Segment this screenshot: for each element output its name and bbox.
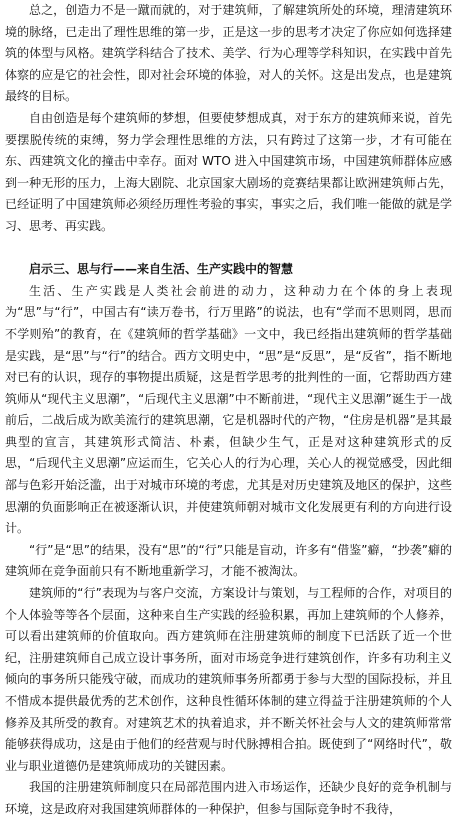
- blank-line: [5, 238, 452, 260]
- paragraph-action: “行”是“思”的结果，没有“思”的“行”只能是盲动，许多有“借鉴”癖，“抄袭”癖的建筑师在竞争面前只有不断地重新学习，才能不被淘汰。: [5, 542, 452, 579]
- section-heading: 启示三、思与行——来自生活、生产实践中的智慧: [29, 262, 294, 277]
- paragraph-practice: 生活、生产实践是人类社会前进的动力，这种动力在个体的身上表现为“思”与“行”，中国古有“读万卷书，行万里路”的说法，也有“学而不思则罔，思而不学则殆”的教育，在《建筑师的哲学基础》一文中，我已经指出建筑师的哲学基础是实践，是“思”与“行”的结合。西方文明史中，“思”是“反思”，是“反省”，指不断地对已有的认识，现存的事物提出质疑，这是哲学思考的批判性的一面，它帮助西方建筑师从“现代主义思潮”，“后现代主义思潮”中不断前进，“现代主义思潮”诞生于一战前后，二战后成为欧美流行的建筑思潮，它是机器时代的产物，“住房是机器”是其最典型的宣言，其建筑形式简洁、朴素，但缺少生气，正是对这种建筑形式的反思，“后现代主义思潮”应运而生，它关心人的行为心理，关心人的视觉感受，因此细部与色彩开始泛滥，出于对城市环境的考虑，尤其是对历史建筑及地区的保护，这些思潮的负面影响正在被逐渐认识，并使建筑师朝对城市文化发展更有利的方向进行设计。: [5, 283, 452, 536]
- paragraph-free-creation: 自由创造是每个建筑师的梦想，但要使梦想成真，对于东方的建筑师来说，首先要摆脱传统的束缚，努力学会理性思维的方法，只有跨过了这第一步，才有可能在东、西建筑文化的撞击中幸存。面对 WTO 进入中国建筑市场，中国建筑师群体应感到一种无形的压力，上海大剧院、北京国家大剧场的竞赛结果都让欧洲建筑师占先，已经证明了中国建筑师必须经历理性考验的事实，事实之后，我们唯一能做的就是学习、思考、再实践。: [5, 110, 452, 233]
- paragraph-registration-system: 我国的注册建筑师制度只在局部范围内进入市场运作，还缺少良好的竞争机制与环境，这是政府对我国建筑师群体的一种保护，但参与国际竞争时不我待，: [5, 780, 452, 816]
- paragraph-architect-action: 建筑师的“行”表现为与客户交流，方案设计与策划，与工程师的合作，对项目的个人体验等等各个层面，这种来自生产实践的经验积累，再加上建筑师的个人修养，可以看出建筑师的价值取向。西方建筑师在注册建筑师的制度下已活跃了近一个世纪，注册建筑师自己成立设计事务所，面对市场竞争进行建筑创作，许多有功利主义倾向的事务所只能残守破，而成功的建筑师事务所都勇于参与大型的国际投标，并且不惜成本提供最优秀的艺术创作，这种良性循环体制的建立得益于注册建筑师的个人修养及其所受的教育。对建筑艺术的执着追求，并不断关怀社会与人文的建筑师常常能够获得成功，这是由于他们的经营观与时代脉搏相合拍。既使到了“网络时代”，敬业与职业道德仍是建筑师成功的关键因素。: [5, 586, 452, 773]
- paragraph-summary: 总之，创造力不是一蹴而就的，对于建筑师，了解建筑所处的环境，理清建筑环境的脉络，已走出了理性思维的第一步，正是这一步的思考才决定了你应如何选择建筑的体型与风格。建筑学科结合了技术、美学、行为心理等学科知识，在实践中首先体察的应是它的社会性，即对社会环境的体验，对人的关怀。这是出发点，也是建筑最终的目标。: [5, 3, 452, 104]
